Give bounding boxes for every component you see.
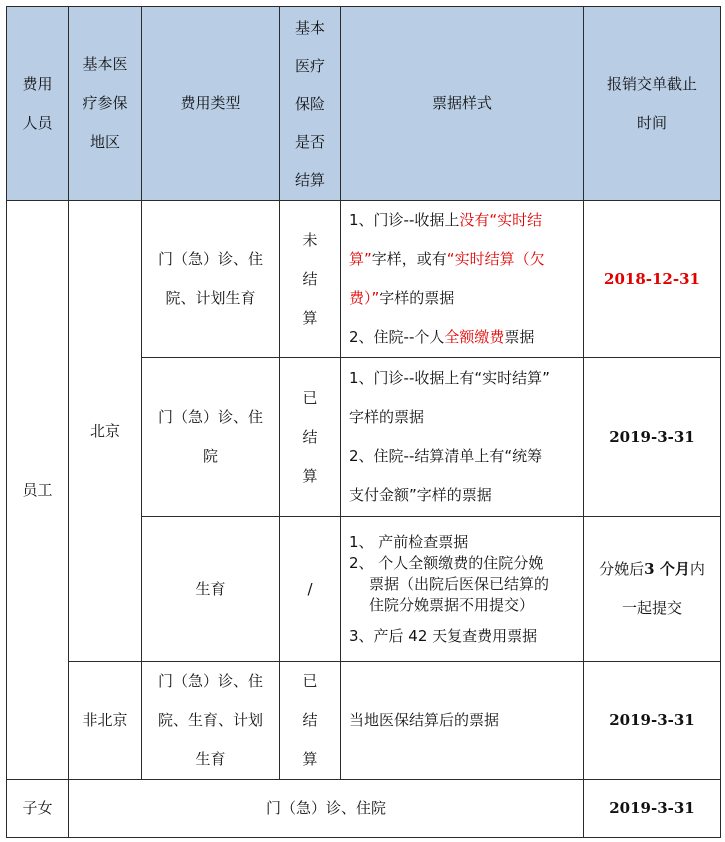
fee-type-cell: 门（急）诊、住 院 [142,358,280,517]
header-deadline: 报销交单截止 时间 [584,7,721,201]
deadline-cell: 2019-3-31 [584,662,721,780]
header-row [7,7,721,201]
receipt-cell: 1、门诊--收据上有“实时结算” 字样的票据 2、住院--结算清单上有“统筹 支付金额”字样的票据 [341,358,584,517]
settled-cell: 未 结 算 [280,201,341,358]
header-region: 基本医 疗参保 地区 [69,7,142,201]
settled-cell: 已 结 算 [280,358,341,517]
header-settled: 基本 医疗 保险 是否 结算 [280,7,341,201]
fee-type-cell: 门（急）诊、住 院、生育、计划 生育 [142,662,280,780]
receipt-cell: 当地医保结算后的票据 [341,662,584,780]
deadline-cell: 分娩后3 个月内 一起提交 [584,517,721,662]
beijing-cell: 北京 [69,201,142,662]
header-person: 费用 人员 [7,7,69,201]
table-row [7,662,721,780]
settled-cell: / [280,517,341,662]
table-row [7,201,721,358]
fee-type-cell: 门（急）诊、住 院、计划生育 [142,201,280,358]
table-row [7,780,721,838]
child-cell: 子女 [7,780,69,838]
deadline-cell: 2018-12-31 [584,201,721,358]
deadline-cell: 2019-3-31 [584,780,721,838]
fee-type-cell: 生育 [142,517,280,662]
deadline-cell: 2019-3-31 [584,358,721,517]
receipt-cell: 1、门诊--收据上没有“实时结算”字样，或有“实时结算（欠费）”字样的票据 2、住院--个人全额缴费票据 [341,201,584,358]
settled-cell: 已 结 算 [280,662,341,780]
header-fee-type: 费用类型 [142,7,280,201]
fee-type-cell: 门（急）诊、住院 [69,780,584,838]
reimbursement-table [6,6,721,838]
header-receipt-style: 票据样式 [341,7,584,201]
employee-cell: 员工 [7,201,69,780]
non-beijing-cell: 非北京 [69,662,142,780]
receipt-cell: 1、 产前检查票据 2、 个人全额缴费的住院分娩 票据（出院后医保已结算的 住院分娩票据不用提交） 3、产后 42 天复查费用票据 [341,517,584,662]
